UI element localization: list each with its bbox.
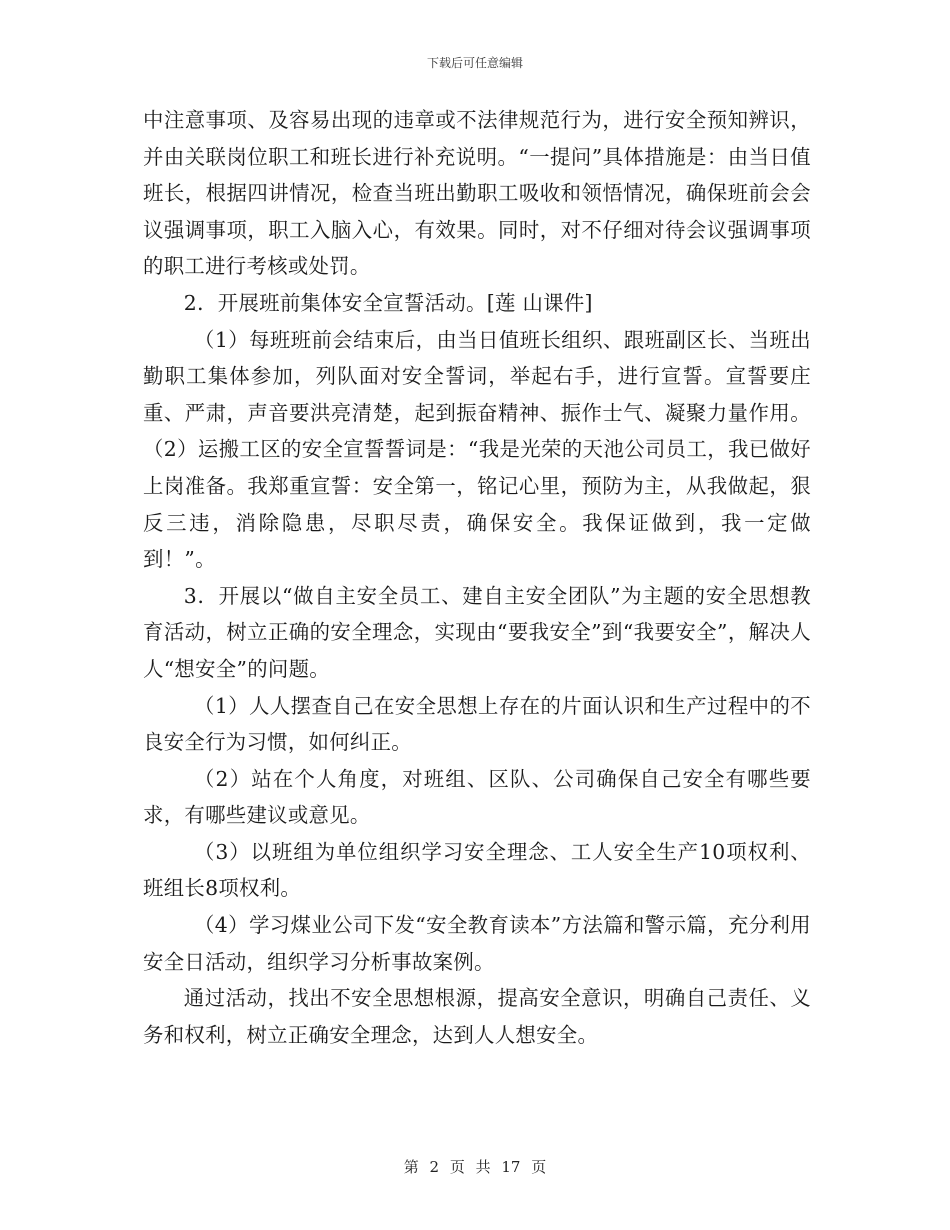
- section-heading: 2．开展班前集体安全宣誓活动。[莲 山课件]: [183, 290, 593, 315]
- section-heading: 3．开展以“做自主安全员工、建自主安全团队”为主题的安全思想教育活动，树立正确的安全理念，实现由“要我安全”到“我要安全”，解决人人“想安全”的问题。: [143, 583, 811, 681]
- paragraph: （1）每班班前会结束后，由当日值班长组织、跟班副区长、当班出勤职工集体参加，列队面对安全誓词，举起右手，进行宣誓。宣誓要庄重、严肃，声音要洪亮清楚，起到振奋精神、振作士气、凝聚力量作用。（2）运搬工区的安全宣誓誓词是：“我是光荣的天池公司员工，我已做好上岗准备。我郑重宣誓：安全第一，铭记心里，预防为主，从我做起，狠反三违，消除隐患，尽职尽责，确保安全。我保证做到，我一定做到！”。: [143, 327, 811, 572]
- document-body: [143, 102, 811, 1053]
- list-item: （1）人人摆查自己在安全思想上存在的片面认识和生产过程中的不良安全行为习惯，如何纠正。: [143, 693, 811, 755]
- list-item: （3）以班组为单位组织学习安全理念、工人安全生产10项权利、班组长8项权利。: [143, 839, 811, 901]
- page-header: 下载后可任意编辑: [426, 56, 523, 70]
- paragraph: 中注意事项、及容易出现的违章或不法律规范行为，进行安全预知辨识，并由关联岗位职工和班长进行补充说明。“一提问”具体措施是：由当日值班长，根据四讲情况，检查当班出勤职工吸收和领悟情况，确保班前会会议强调事项，职工入脑入心，有效果。同时，对不仔细对待会议强调事项的职工进行考核或处罚。: [143, 108, 811, 279]
- list-item: （2）站在个人角度，对班组、区队、公司确保自己安全有哪些要求，有哪些建议或意见。: [143, 766, 811, 828]
- list-item: （4）学习煤业公司下发“安全教育读本”方法篇和警示篇，充分利用安全日活动，组织学习分析事故案例。: [143, 913, 811, 974]
- page-number: 第 2 页 共 17 页: [403, 1158, 547, 1176]
- paragraph: 通过活动，找出不安全思想根源，提高安全意识，明确自己责任、义务和权利，树立正确安全理念，达到人人想安全。: [143, 986, 811, 1047]
